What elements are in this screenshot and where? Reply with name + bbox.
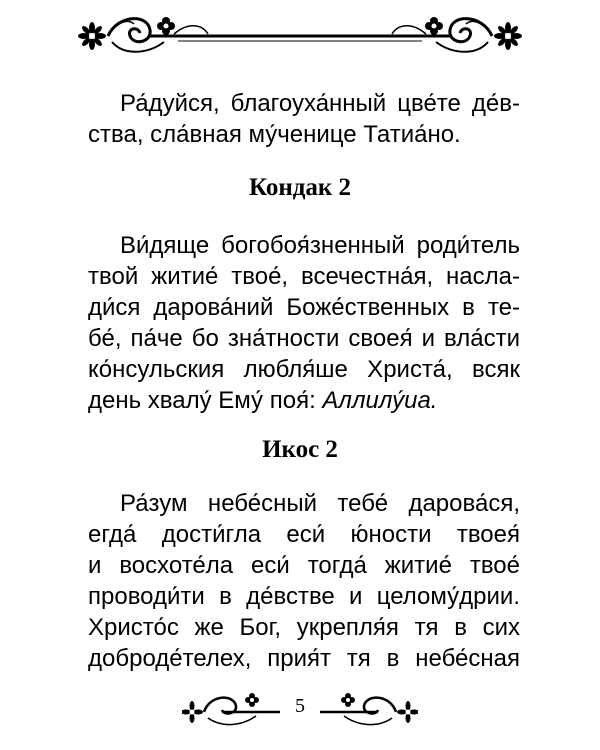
text-block-opening bbox=[88, 88, 520, 150]
text-line: и восхоте́ла еси́ тогда́ житие́ твое́ bbox=[88, 552, 520, 579]
text-line: Ра́зум небе́сный тебе́ дарова́ся, bbox=[120, 490, 520, 517]
text-line: ди́ся дарова́ний Боже́ственных в те- bbox=[88, 294, 520, 321]
text-line: Ви́дяще богобоя́зненный роди́тель bbox=[120, 232, 520, 259]
section-title-kontakion: Кондак 2 bbox=[248, 174, 352, 201]
text-line: егда́ дости́гла еси́ ю́ности твоея́ bbox=[88, 521, 520, 548]
text-line: проводи́ти в де́встве и целому́дрии. bbox=[88, 583, 520, 610]
text-line: твой житие́ твое́, всечестна́я, насла- bbox=[88, 263, 520, 290]
page-number: 5 bbox=[295, 695, 305, 717]
text-block-kontakion bbox=[88, 230, 520, 416]
text-block-ikos bbox=[88, 488, 520, 674]
refrain-alleluia: Аллилу́иа. bbox=[322, 387, 438, 414]
section-title-ikos: Икос 2 bbox=[262, 436, 338, 463]
text-line: бе́, па́че бо зна́тности своея́ и вла́сти bbox=[88, 325, 520, 352]
text-line: ства, сла́вная му́ченице Татиа́но. bbox=[88, 121, 461, 148]
text-line bbox=[88, 385, 520, 416]
text-line: доброде́телех, прия́т тя в небе́сная bbox=[88, 645, 520, 672]
text-line: Христо́с же Бог, укрепля́я тя в сих bbox=[88, 614, 520, 641]
floral-border-icon bbox=[78, 8, 522, 64]
text-line: Ра́дуйся, благоуха́нный цве́те де́в- bbox=[120, 90, 520, 117]
text-line: ко́нсульския любля́ше Христа́, всяк bbox=[88, 356, 520, 383]
text-line-prefix: день хвалу́ Ему́ поя́: bbox=[88, 387, 323, 414]
